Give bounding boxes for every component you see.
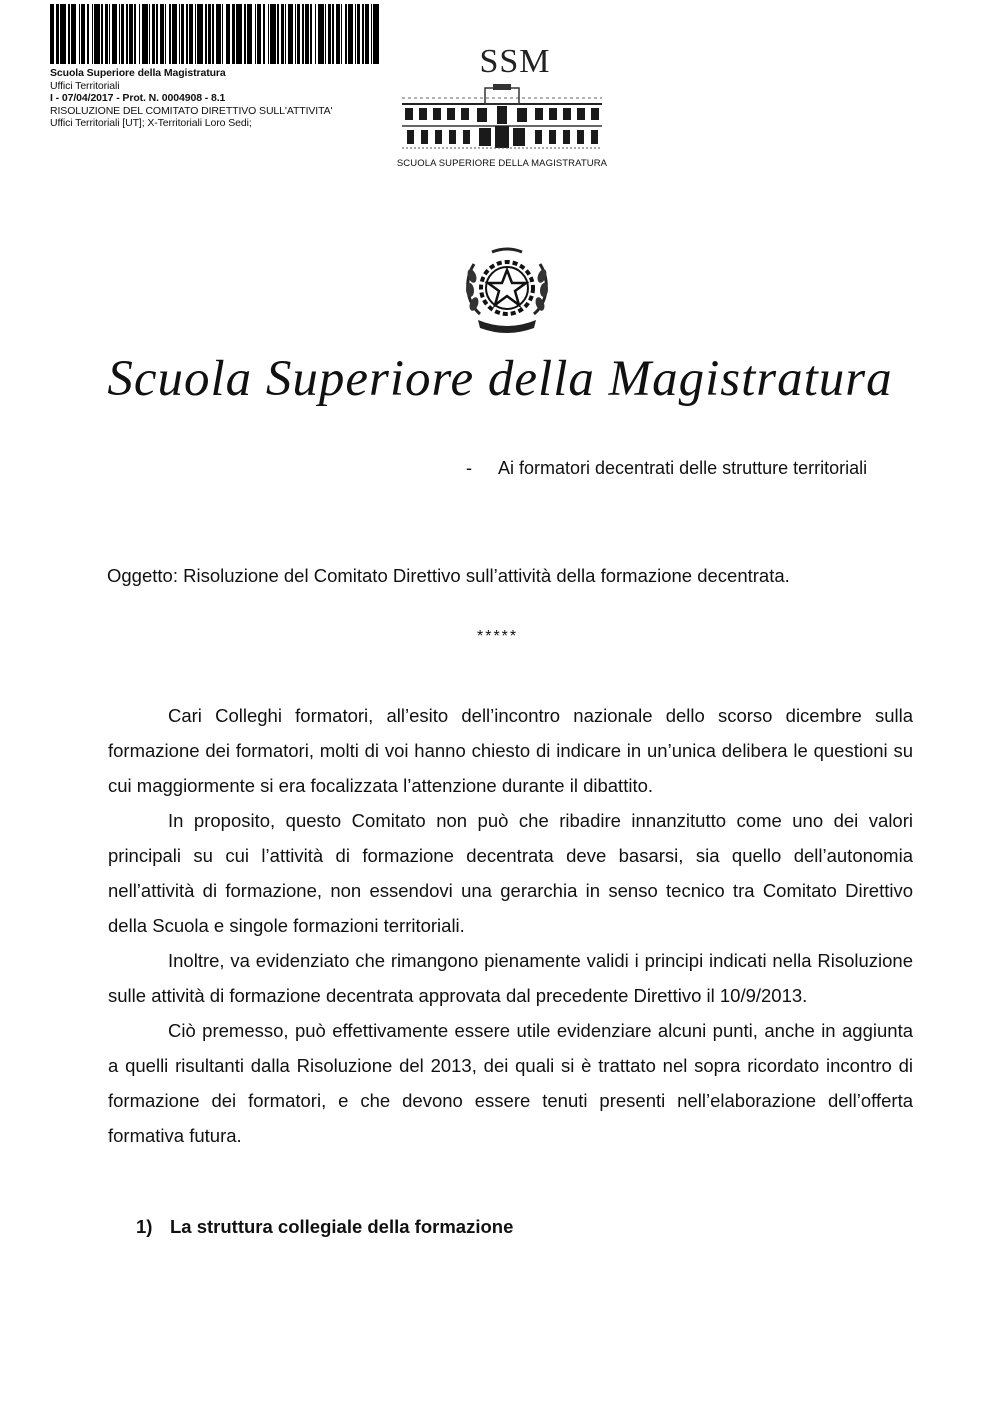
paragraph: Cari Colleghi formatori, all’esito dell’incontro nazionale dello scorso dicembre sulla formazione dei formatori, molti di voi hanno chiesto di indicare in un’unica delibera le questioni su cui maggiormente si era focalizzata l’attenzione durante il dibattito.: [108, 705, 913, 796]
recipient-bullet: -: [466, 458, 472, 478]
document-title: Scuola Superiore della Magistratura: [107, 351, 893, 407]
building-icon: [397, 84, 607, 154]
separator: *****: [477, 628, 519, 645]
ssm-caption: SCUOLA SUPERIORE DELLA MAGISTRATURA: [396, 158, 608, 169]
ssm-logo: [392, 44, 612, 169]
barcode: [50, 4, 378, 64]
stamp-protocol: I - 07/04/2017 - Prot. N. 0004908 - 8.1: [50, 92, 226, 104]
paragraph: Ciò premesso, può effettivamente essere utile evidenziare alcuni punti, anche in aggiunta a quelli risultanti dalla Risoluzione del 2013, dei quali si è trattato nel sopra ricordato incontro di formazione dei formatori, e che devono essere tenuti presenti nell’elaborazione dell’offerta formativa futura.: [108, 1020, 913, 1146]
paragraph: In proposito, questo Comitato non può che ribadire innanzitutto come uno dei valori principali su cui l’attività di formazione decentrata deve basarsi, sia quello dell’autonomia nell’attività di formazione, non essendovi una gerarchia in senso tecnico tra Comitato Direttivo della Scuola e singole formazioni territoriali.: [108, 810, 913, 936]
paragraph: Inoltre, va evidenziato che rimangono pienamente validi i principi indicati nella Risoluzione sulle attività di formazione decentrata approvata dal precedente Direttivo il 10/9/2013.: [108, 950, 913, 1006]
stamp-subject: RISOLUZIONE DEL COMITATO DIRETTIVO SULL'ATTIVITA': [50, 104, 333, 117]
recipient-text: Ai formatori decentrati delle strutture territoriali: [498, 458, 868, 478]
section-title: La struttura collegiale della formazione: [170, 1216, 514, 1237]
ssm-acronym: SSM: [479, 43, 551, 80]
document-body: [108, 698, 913, 1153]
section-heading: [136, 1216, 513, 1238]
protocol-stamp: [50, 4, 390, 130]
stamp-office: Uffici Territoriali: [50, 79, 120, 92]
barcode-bar: [373, 4, 379, 64]
section-number: 1): [136, 1216, 153, 1237]
recipient-line: [466, 458, 867, 479]
stamp-institution: Scuola Superiore della Magistratura: [50, 67, 226, 79]
subject-line: Oggetto: Risoluzione del Comitato Direttivo sull’attività della formazione decentrata.: [107, 565, 790, 586]
stamp-recipients: Uffici Territoriali [UT]; X-Territoriali Loro Sedi;: [50, 117, 252, 129]
republic-emblem-icon: [462, 244, 552, 340]
